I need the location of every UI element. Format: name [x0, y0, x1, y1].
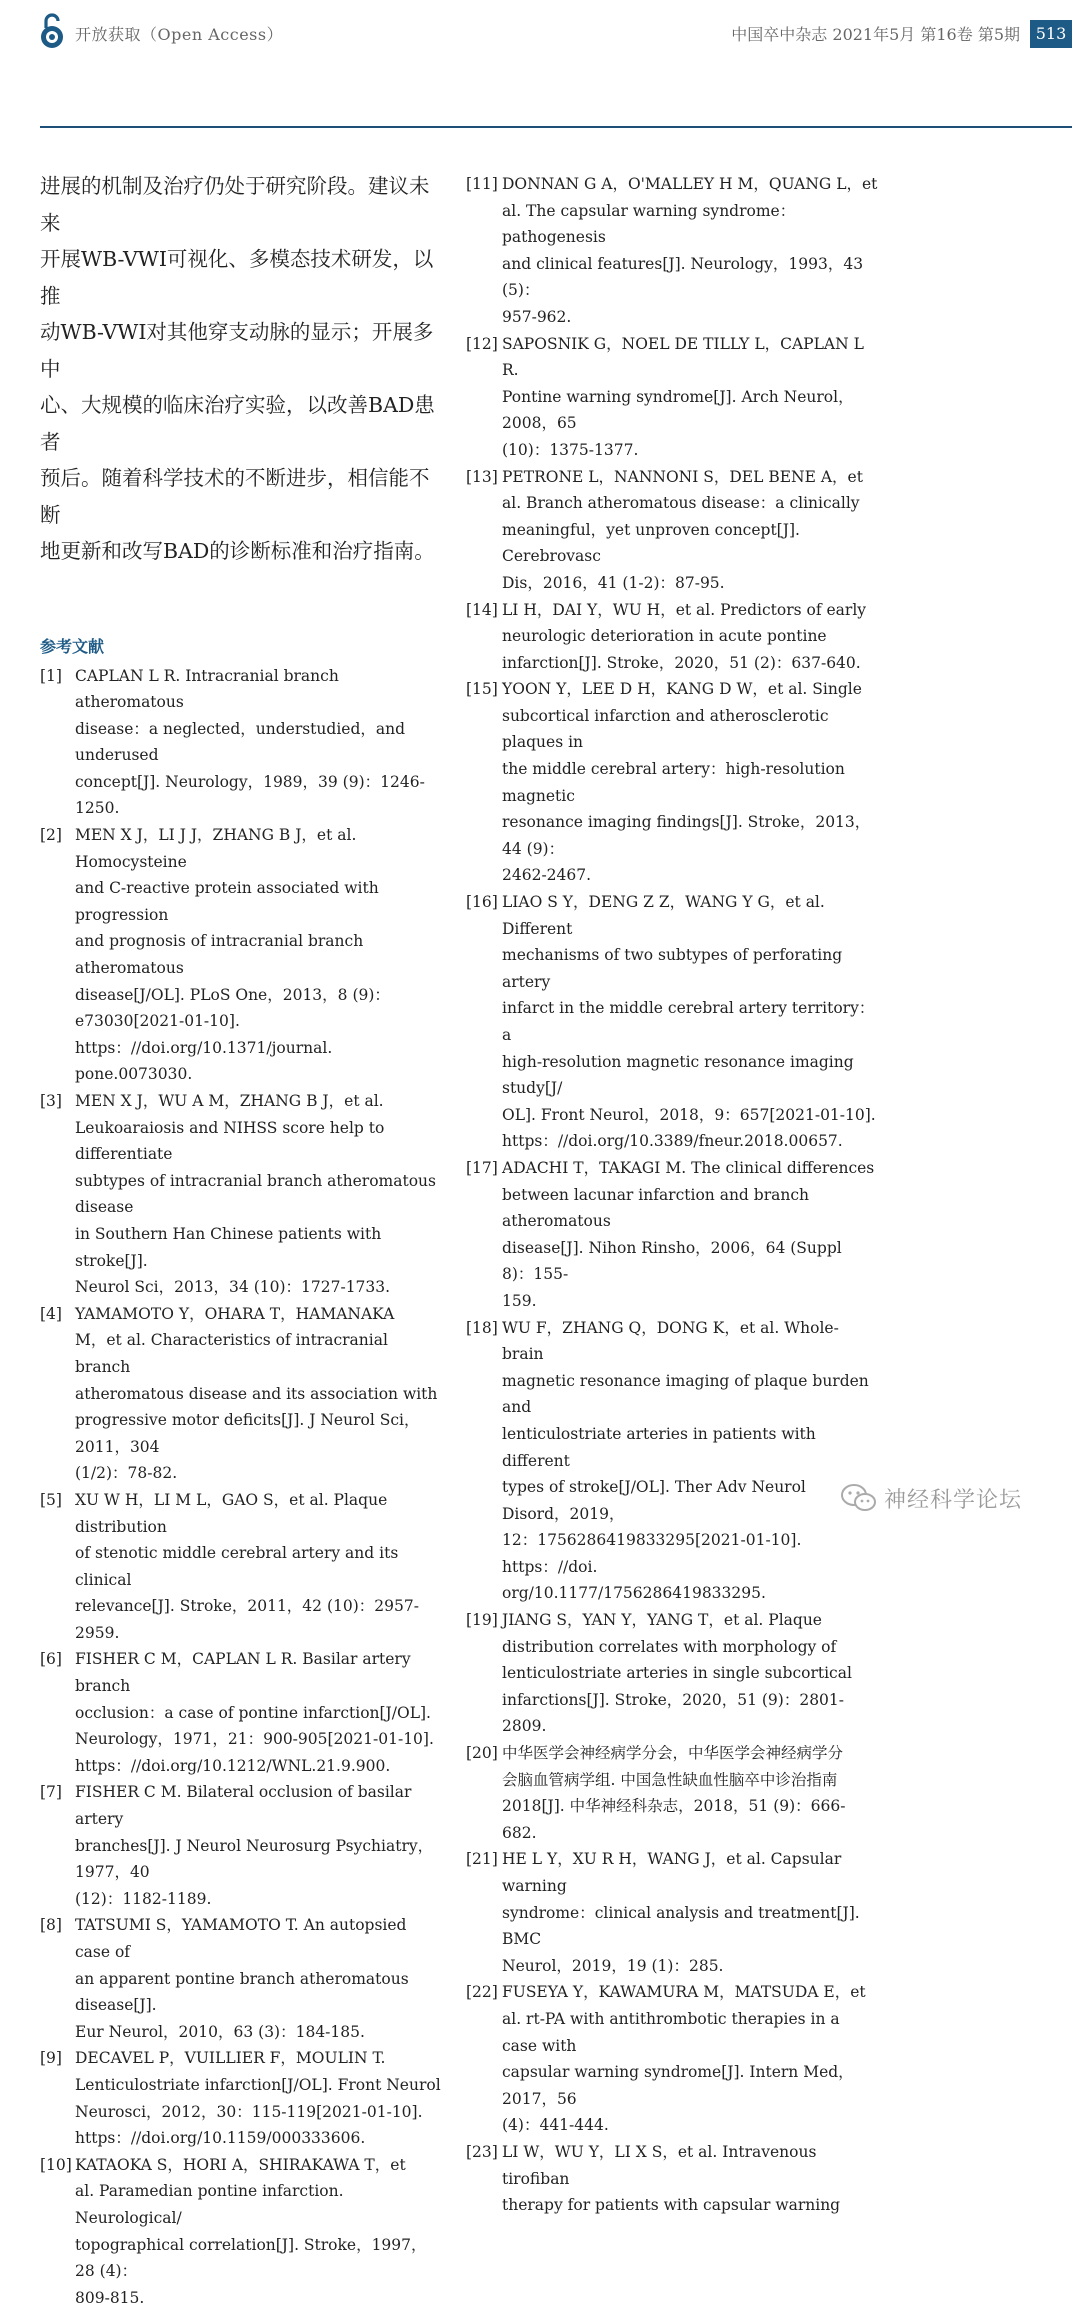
reference-line: resonance imaging findings[J]. Stroke，2013，44 (9)：: [502, 809, 878, 862]
reference-line: 中华医学会神经病学分会，中华医学会神经病学分: [502, 1740, 878, 1767]
reference-line: JIANG S，YAN Y，YANG T，et al. Plaque: [502, 1607, 878, 1634]
reference-line: al. rt-PA with antithrombotic therapies in a case with: [502, 2006, 878, 2059]
watermark: [840, 1480, 1022, 1516]
reference-line: subtypes of intracranial branch atheromatous disease: [75, 1168, 445, 1221]
reference-line: 12：1756286419833295[2021-01-10]. https：//doi.: [502, 1527, 878, 1580]
reference-line: FISHER C M. Bilateral occlusion of basilar artery: [75, 1779, 445, 1832]
reference-line: M，et al. Characteristics of intracranial branch: [75, 1327, 445, 1380]
reference-number: [22]: [466, 1979, 498, 2006]
reference-line: types of stroke[J/OL]. Ther Adv Neurol Disord，2019，: [502, 1474, 878, 1527]
body-paragraph: [40, 168, 445, 570]
watermark-text: 神经科学论坛: [884, 1483, 1022, 1514]
reference-item: [40, 2045, 445, 2151]
reference-item: [40, 2152, 445, 2311]
references-heading: 参考文献: [40, 634, 445, 657]
reference-item: [40, 1646, 445, 1779]
reference-line: neurologic deterioration in acute pontine: [502, 623, 878, 650]
reference-number: [12]: [466, 331, 498, 358]
header-rule: [40, 126, 1072, 128]
reference-line: of stenotic middle cerebral artery and its clinical: [75, 1540, 445, 1593]
reference-line: between lacunar infarction and branch atheromatous: [502, 1182, 878, 1235]
reference-number: [10]: [40, 2152, 72, 2179]
reference-number: [14]: [466, 597, 498, 624]
reference-item: [40, 1912, 445, 2045]
reference-line: TATSUMI S，YAMAMOTO T. An autopsied case of: [75, 1912, 445, 1965]
reference-number: [7]: [40, 1779, 62, 1806]
reference-item: [466, 1979, 878, 2139]
reference-line: and prognosis of intracranial branch atheromatous: [75, 928, 445, 981]
reference-number: [20]: [466, 1740, 498, 1767]
wechat-icon: [840, 1483, 878, 1513]
reference-line: Neurosci，2012，30：115-119[2021-01-10].: [75, 2099, 445, 2126]
reference-line: LIAO S Y，DENG Z Z，WANG Y G，et al. Different: [502, 889, 878, 942]
reference-line: https：//doi.org/10.1212/WNL.21.9.900.: [75, 1753, 445, 1780]
page-header: [0, 0, 1080, 70]
reference-line: al. The capsular warning syndrome：pathogenesis: [502, 198, 878, 251]
reference-line: LI H，DAI Y，WU H，et al. Predictors of early: [502, 597, 878, 624]
reference-line: FUSEYA Y，KAWAMURA M，MATSUDA E，et: [502, 1979, 878, 2006]
reference-line: al. Branch atheromatous disease：a clinically: [502, 490, 878, 517]
reference-line: https：//doi.org/10.1159/000333606.: [75, 2125, 445, 2152]
reference-line: Eur Neurol，2010，63 (3)：184-185.: [75, 2019, 445, 2046]
reference-line: progressive motor deficits[J]. J Neurol Sci，2011，304: [75, 1407, 445, 1460]
reference-line: mechanisms of two subtypes of perforating artery: [502, 942, 878, 995]
open-access-lock-icon: [38, 12, 66, 50]
reference-item: [466, 1846, 878, 1979]
reference-line: HE L Y，XU R H，WANG J，et al. Capsular warning: [502, 1846, 878, 1899]
reference-line: infarctions[J]. Stroke，2020，51 (9)：2801-2809.: [502, 1687, 878, 1740]
reference-line: (10)：1375-1377.: [502, 437, 878, 464]
reference-line: DONNAN G A，O'MALLEY H M，QUANG L，et: [502, 171, 878, 198]
reference-line: capsular warning syndrome[J]. Intern Med，2017，56: [502, 2059, 878, 2112]
reference-number: [19]: [466, 1607, 498, 1634]
reference-line: Lenticulostriate infarction[J/OL]. Front Neurol: [75, 2072, 445, 2099]
reference-item: [466, 2139, 878, 2219]
reference-number: [18]: [466, 1315, 498, 1342]
reference-line: syndrome：clinical analysis and treatment[J]. BMC: [502, 1900, 878, 1953]
reference-line: YOON Y，LEE D H，KANG D W，et al. Single: [502, 676, 878, 703]
reference-number: [9]: [40, 2045, 62, 2072]
reference-line: 809-815.: [75, 2285, 445, 2311]
reference-line: magnetic resonance imaging of plaque burden and: [502, 1368, 878, 1421]
reference-line: infarction[J]. Stroke，2020，51 (2)：637-640.: [502, 650, 878, 677]
open-access-label: 开放获取（Open Access）: [75, 22, 283, 45]
reference-item: [40, 1088, 445, 1301]
references-list-right: [466, 171, 878, 2219]
reference-line: XU W H，LI M L，GAO S，et al. Plaque distribution: [75, 1487, 445, 1540]
reference-line: (1/2)：78-82.: [75, 1460, 445, 1487]
reference-number: [15]: [466, 676, 498, 703]
body-line: 开展WB-VWI可视化、多模态技术研发，以推: [40, 241, 445, 314]
reference-line: the middle cerebral artery：high-resolution magnetic: [502, 756, 878, 809]
body-line: 心、大规模的临床治疗实验，以改善BAD患者: [40, 387, 445, 460]
reference-line: Leukoaraiosis and NIHSS score help to differentiate: [75, 1115, 445, 1168]
reference-line: al. Paramedian pontine infarction. Neurological/: [75, 2178, 445, 2231]
reference-line: high-resolution magnetic resonance imaging study[J/: [502, 1049, 878, 1102]
reference-number: [13]: [466, 464, 498, 491]
reference-line: Neurol，2019，19 (1)：285.: [502, 1953, 878, 1980]
reference-item: [40, 1301, 445, 1487]
reference-line: subcortical infarction and atherosclerotic plaques in: [502, 703, 878, 756]
reference-line: 159.: [502, 1288, 878, 1315]
reference-line: lenticulostriate arteries in patients with different: [502, 1421, 878, 1474]
reference-item: [466, 1607, 878, 1740]
reference-item: [40, 1487, 445, 1647]
reference-line: disease[J]. Nihon Rinsho，2006，64 (Suppl 8)：155-: [502, 1235, 878, 1288]
reference-line: LI W，WU Y，LI X S，et al. Intravenous tirofiban: [502, 2139, 878, 2192]
reference-item: [466, 331, 878, 464]
reference-item: [466, 171, 878, 331]
reference-number: [8]: [40, 1912, 62, 1939]
body-line: 预后。随着科学技术的不断进步，相信能不断: [40, 460, 445, 533]
reference-line: therapy for patients with capsular warning: [502, 2192, 878, 2219]
reference-number: [23]: [466, 2139, 498, 2166]
reference-line: 2018[J]. 中华神经科杂志，2018，51 (9)：666-682.: [502, 1793, 878, 1846]
reference-line: PETRONE L，NANNONI S，DEL BENE A，et: [502, 464, 878, 491]
reference-line: 会脑血管病学组. 中国急性缺血性脑卒中诊治指南: [502, 1767, 878, 1794]
reference-line: infarct in the middle cerebral artery territory：a: [502, 995, 878, 1048]
reference-line: Dis，2016，41 (1-2)：87-95.: [502, 570, 878, 597]
reference-line: 2462-2467.: [502, 862, 878, 889]
reference-line: 957-962.: [502, 304, 878, 331]
reference-line: CAPLAN L R. Intracranial branch atheromatous: [75, 663, 445, 716]
reference-line: pone.0073030.: [75, 1061, 445, 1088]
reference-line: in Southern Han Chinese patients with stroke[J].: [75, 1221, 445, 1274]
reference-line: meaningful，yet unproven concept[J]. Cerebrovasc: [502, 517, 878, 570]
reference-line: lenticulostriate arteries in single subcortical: [502, 1660, 878, 1687]
reference-item: [466, 676, 878, 889]
reference-line: concept[J]. Neurology，1989，39 (9)：1246-1250.: [75, 769, 445, 822]
reference-item: [40, 663, 445, 823]
reference-line: and C-reactive protein associated with progression: [75, 875, 445, 928]
reference-number: [4]: [40, 1301, 62, 1328]
reference-line: SAPOSNIK G，NOEL DE TILLY L，CAPLAN L R.: [502, 331, 878, 384]
reference-line: relevance[J]. Stroke，2011，42 (10)：2957-2959.: [75, 1593, 445, 1646]
reference-item: [40, 1779, 445, 1912]
reference-item: [466, 889, 878, 1155]
reference-line: WU F，ZHANG Q，DONG K，et al. Whole-brain: [502, 1315, 878, 1368]
reference-number: [3]: [40, 1088, 62, 1115]
reference-line: topographical correlation[J]. Stroke，1997，28 (4)：: [75, 2232, 445, 2285]
reference-line: (4)：441-444.: [502, 2112, 878, 2139]
reference-line: occlusion：a case of pontine infarction[J/OL].: [75, 1700, 445, 1727]
reference-line: Neurology，1971，21：900-905[2021-01-10].: [75, 1726, 445, 1753]
reference-item: [466, 464, 878, 597]
right-column: [466, 171, 878, 2219]
reference-line: YAMAMOTO Y，OHARA T，HAMANAKA: [75, 1301, 445, 1328]
reference-number: [21]: [466, 1846, 498, 1873]
reference-line: MEN X J，LI J J，ZHANG B J，et al. Homocysteine: [75, 822, 445, 875]
reference-line: branches[J]. J Neurol Neurosurg Psychiatry，1977，40: [75, 1833, 445, 1886]
reference-item: [466, 1155, 878, 1315]
reference-line: KATAOKA S，HORI A，SHIRAKAWA T，et: [75, 2152, 445, 2179]
reference-item: [466, 1315, 878, 1608]
references-list-left: [40, 663, 445, 2311]
reference-number: [17]: [466, 1155, 498, 1182]
reference-item: [466, 1740, 878, 1846]
body-line: 动WB-VWI对其他穿支动脉的显示；开展多中: [40, 314, 445, 387]
reference-number: [2]: [40, 822, 62, 849]
reference-line: Neurol Sci，2013，34 (10)：1727-1733.: [75, 1274, 445, 1301]
reference-number: [6]: [40, 1646, 62, 1673]
reference-line: DECAVEL P，VUILLIER F，MOULIN T.: [75, 2045, 445, 2072]
left-column: [40, 168, 445, 2311]
reference-line: ADACHI T，TAKAGI M. The clinical differences: [502, 1155, 878, 1182]
reference-line: disease：a neglected，understudied，and underused: [75, 716, 445, 769]
reference-item: [466, 597, 878, 677]
reference-line: atheromatous disease and its association with: [75, 1381, 445, 1408]
reference-line: FISHER C M，CAPLAN L R. Basilar artery branch: [75, 1646, 445, 1699]
reference-line: distribution correlates with morphology of: [502, 1634, 878, 1661]
reference-line: e73030[2021-01-10]. https：//doi.org/10.1371/journal.: [75, 1008, 445, 1061]
reference-line: OL]. Front Neurol，2018，9：657[2021-01-10].: [502, 1102, 878, 1129]
journal-info: 中国卒中杂志 2021年5月 第16卷 第5期: [731, 22, 1020, 45]
reference-number: [11]: [466, 171, 498, 198]
reference-line: (12)：1182-1189.: [75, 1886, 445, 1913]
reference-line: Pontine warning syndrome[J]. Arch Neurol，2008，65: [502, 384, 878, 437]
reference-item: [40, 822, 445, 1088]
reference-line: https：//doi.org/10.3389/fneur.2018.00657.: [502, 1128, 878, 1155]
reference-number: [1]: [40, 663, 62, 690]
page-number: 513: [1030, 20, 1072, 48]
reference-line: MEN X J，WU A M，ZHANG B J，et al.: [75, 1088, 445, 1115]
reference-line: and clinical features[J]. Neurology，1993，43 (5)：: [502, 251, 878, 304]
reference-line: an apparent pontine branch atheromatous disease[J].: [75, 1966, 445, 2019]
reference-line: org/10.1177/1756286419833295.: [502, 1580, 878, 1607]
body-line: 进展的机制及治疗仍处于研究阶段。建议未来: [40, 168, 445, 241]
reference-number: [5]: [40, 1487, 62, 1514]
reference-line: disease[J/OL]. PLoS One，2013，8 (9)：: [75, 982, 445, 1009]
body-line: 地更新和改写BAD的诊断标准和治疗指南。: [40, 533, 445, 570]
reference-number: [16]: [466, 889, 498, 916]
